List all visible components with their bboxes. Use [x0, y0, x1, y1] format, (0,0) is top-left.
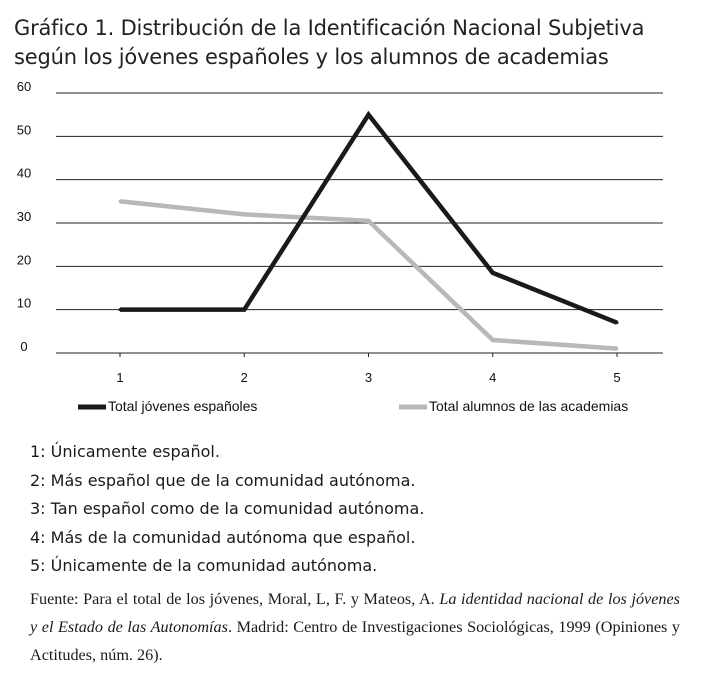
y-tick-label-10: 10 — [16, 295, 32, 311]
source-suffix: . Madrid: Centro de Investigaciones Sociológicas, 1999 (Opiniones y Actitudes, núm. 26). — [30, 618, 680, 664]
y-tick-label-60: 60 — [16, 80, 32, 94]
series-2-point-5 — [616, 347, 619, 350]
series-1-point-4 — [491, 271, 494, 274]
source-book-title: La identidad nacional de los jóvenes y el Estado de las Autonomías — [30, 590, 680, 636]
chart-title-line-2: según los jóvenes españoles y los alumnos de academias — [14, 45, 609, 69]
y-tick-label-30: 30 — [16, 209, 32, 224]
legend-label-2: Total alumnos de las academias — [429, 398, 629, 414]
x-tick-label-4: 4 — [489, 370, 497, 385]
source-note — [30, 585, 680, 669]
note-1: 1: Únicamente español. — [30, 442, 220, 461]
x-tick-label-1: 1 — [116, 370, 124, 385]
series-1-point-2 — [243, 308, 246, 311]
legend-label-1: Total jóvenes españoles — [108, 398, 258, 414]
note-5: 5: Únicamente de la comunidad autónoma. — [30, 556, 378, 576]
x-tick-label-3: 3 — [364, 370, 373, 385]
chart-title — [14, 14, 694, 72]
series-1-point-1 — [119, 308, 122, 311]
note-4: 4: Más de la comunidad autónoma que español. — [30, 527, 416, 547]
series-2-point-1 — [119, 200, 122, 203]
y-axis-tick-labels — [17, 80, 31, 354]
series-2-point-3 — [367, 219, 370, 222]
line-chart — [0, 80, 708, 420]
y-tick-label-0: 0 — [20, 339, 28, 354]
note-2: 2: Más español que de la comunidad autónoma. — [30, 470, 416, 490]
series-2-point-2 — [243, 213, 246, 216]
category-notes — [30, 438, 690, 581]
series-2-point-4 — [491, 339, 494, 342]
x-tick-label-5: 5 — [613, 370, 621, 385]
y-tick-label-40: 40 — [16, 165, 32, 181]
series-1-point-5 — [616, 321, 619, 324]
y-tick-label-50: 50 — [16, 122, 32, 138]
legend — [78, 398, 628, 414]
note-3: 3: Tan español como de la comunidad autónoma. — [30, 499, 425, 519]
x-axis-tick-labels — [116, 370, 620, 385]
series-lines — [119, 113, 619, 350]
source-prefix: Fuente: Para el total de los jóvenes, Moral, L, F. y Mateos, A. — [30, 590, 440, 608]
y-tick-label-20: 20 — [16, 252, 32, 268]
chart-title-line-1: Gráfico 1. Distribución de la Identificación Nacional Subjetiva — [14, 16, 645, 40]
x-tick-label-2: 2 — [240, 370, 248, 385]
series-1-point-3 — [367, 113, 370, 116]
